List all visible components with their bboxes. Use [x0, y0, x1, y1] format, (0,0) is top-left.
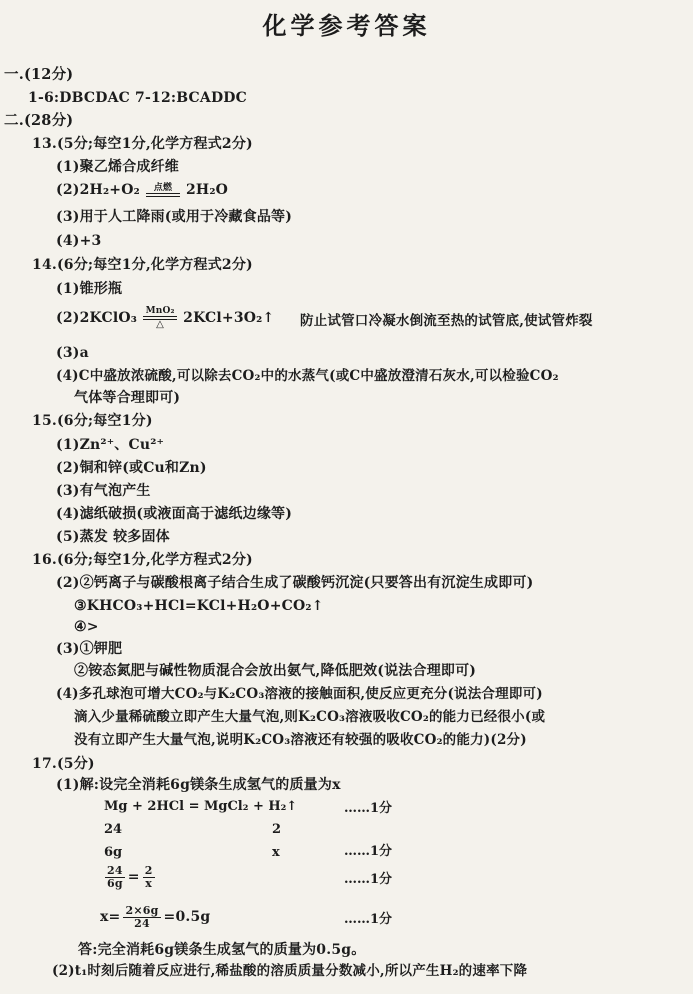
q13-answer-1: (1)聚乙烯合成纤维 [56, 159, 179, 175]
q17-proportion [102, 864, 158, 890]
q17-header: 17.(5分) [32, 756, 95, 772]
q17-solution-intro: (1)解:设完全消耗6g镁条生成氢气的质量为x [56, 777, 341, 793]
q17-calc-fraction: $\frac{2\times 6g}{24}$ [125, 903, 159, 930]
q13-eq-reactants: (2)2H₂+O₂ [56, 182, 140, 198]
q17-molar-mass-h2: 2 [272, 822, 282, 837]
q16-answer-2: (2)②钙离子与碳酸根离子结合生成了碳酸钙沉淀(只要答出有沉淀生成即可) [56, 575, 534, 591]
q15-answer-5: (5)蒸发 较多固体 [56, 529, 170, 545]
q17-proportion-equals: = [127, 869, 140, 885]
q14-header: 14.(6分;每空1分,化学方程式2分) [32, 257, 253, 273]
q17-calculation: x= $\frac{2\times 6g}{24}$ =0.5g [100, 903, 211, 930]
page-title: 化学参考答案 [262, 12, 431, 40]
q17-answer-statement: 答:完全消耗6g镁条生成氢气的质量为0.5g。 [78, 942, 366, 958]
q14-answer-3: (3)a [56, 345, 89, 361]
q16-answer-3: (3)①钾肥 [56, 641, 123, 657]
q17-reaction-equation: Mg + 2HCl = MgCl₂ + H₂↑ [104, 799, 298, 814]
q13-answer-4: (4)+3 [56, 233, 102, 249]
q16-answer-4-c: 没有立即产生大量气泡,说明K₂CO₃溶液还有较强的吸收CO₂的能力)(2分) [74, 732, 527, 748]
q16-answer-4: (4)多孔球泡可增大CO₂与K₂CO₃溶液的接触面积,使反应更充分(说法合理即可) [56, 686, 543, 702]
q14-answer-4: (4)C中盛放浓硫酸,可以除去CO₂中的水蒸气(或C中盛放澄清石灰水,可以检验CO₂ [56, 368, 559, 384]
q16-answer-4-b: 滴入少量稀硫酸立即产生大量气泡,则K₂CO₃溶液吸收CO₂的能力已经很小(或 [74, 709, 546, 725]
q16-answer-3-b: ②铵态氮肥与碱性物质混合会放出氨气,降低肥效(说法合理即可) [74, 663, 477, 679]
q13-eq-products: 2H₂O [185, 182, 229, 198]
q13-header: 13.(5分;每空1分,化学方程式2分) [32, 136, 253, 152]
q14-answer-2 [56, 306, 274, 330]
q13-eq-arrow [146, 183, 180, 197]
q17-score-3: ……1分 [344, 872, 393, 887]
q15-header: 15.(6分;每空1分) [32, 413, 153, 429]
q13-eq-condition: 点燃 [153, 183, 173, 193]
q17-mass-mg: 6g [104, 845, 123, 860]
q13-answer-3: (3)用于人工降雨(或用于冷藏食品等) [56, 209, 293, 225]
q14-eq-catalyst: MnO₂ [145, 306, 175, 316]
q13-answer-2 [56, 181, 228, 199]
q15-answer-2: (2)铜和锌(或Cu和Zn) [56, 460, 207, 476]
q14-eq-arrow [143, 306, 177, 330]
q15-answer-1: (1)Zn²⁺、Cu²⁺ [56, 437, 165, 453]
q14-answer-2-note: 防止试管口冷凝水倒流至热的试管底,使试管炸裂 [300, 313, 593, 329]
q14-eq-heat: △ [156, 319, 165, 330]
q14-answer-4-cont: 气体等合理即可) [74, 390, 181, 406]
q17-proportion-right: $\frac{2}{x}$ [144, 863, 153, 890]
q17-proportion-left: $\frac{24}{6g}$ [107, 863, 123, 890]
q15-answer-3: (3)有气泡产生 [56, 483, 151, 499]
q17-part-2: (2)t₁时刻后随着反应进行,稀盐酸的溶质质量分数减小,所以产生H₂的速率下降 [52, 963, 528, 979]
q16-header: 16.(6分;每空1分,化学方程式2分) [32, 552, 253, 568]
q15-answer-4: (4)滤纸破损(或液面高于滤纸边缘等) [56, 506, 293, 522]
q17-score-1: ……1分 [344, 801, 393, 816]
multiple-choice-answers: 1-6:DBCDAC 7-12:BCADDC [28, 90, 247, 106]
section-1-header: 一.(12分) [4, 66, 74, 83]
q16-answer-2-compare: ④> [74, 619, 99, 635]
q16-answer-2-equation: ③KHCO₃+HCl=KCl+H₂O+CO₂↑ [74, 598, 324, 614]
q17-mass-h2: x [272, 845, 280, 860]
q14-answer-1: (1)锥形瓶 [56, 281, 123, 297]
q17-score-4: ……1分 [344, 912, 393, 927]
q14-eq-reactants: (2)2KClO₃ [56, 310, 138, 326]
q17-score-2: ……1分 [344, 844, 393, 859]
q14-eq-products: 2KCl+3O₂↑ [183, 310, 275, 326]
q17-molar-mass-mg: 24 [104, 822, 123, 837]
section-2-header: 二.(28分) [4, 112, 74, 129]
